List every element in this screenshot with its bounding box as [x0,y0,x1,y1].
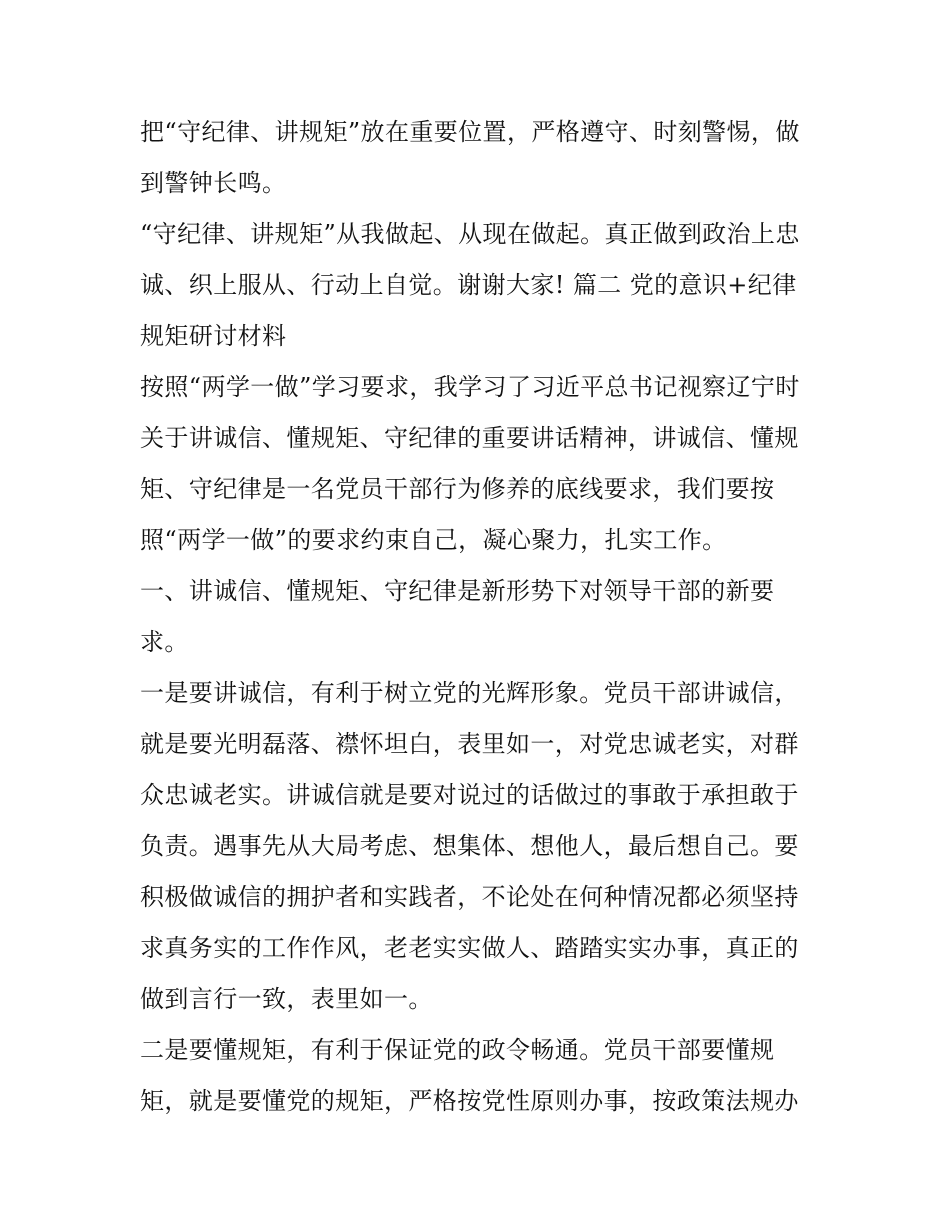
paragraph-3: 按照“两学一做”学习要求，我学习了习近平总书记视察辽宁时关于讲诚信、懂规矩、守纪律的重要讲话精神，讲诚信、懂规矩、守纪律是一名党员干部行为修养的底线要求，我们要按照“两学一做”的要求约束自己，凝心聚力，扎实工作。 [140,373,800,554]
document-body [140,107,820,1127]
paragraph-1: 把“守纪律、讲规矩”放在重要位置，严格遵守、时刻警惕，做到警钟长鸣。 [140,118,800,197]
paragraph-4: 一是要讲诚信，有利于树立党的光辉形象。党员干部讲诚信，就是要光明磊落、襟怀坦白，表里如一，对党忠诚老实，对群众忠诚老实。讲诚信就是要对说过的话做过的事敢于承担敢于负责。遇事先从大局考虑、想集体、想他人，最后想自己。要积极做诚信的拥护者和实践者，不论处在何种情况都必须坚持求真务实的工作作风，老老实实做人、踏踏实实办事，真正的做到言行一致，表里如一。 [140,679,799,1013]
paragraph-2: “守纪律、讲规矩”从我做起、从现在做起。真正做到政治上忠诚、织上服从、行动上自觉。谢谢大家! 篇二 党的意识+纪律规矩研讨材料 [140,220,800,350]
section-heading-1: 一、讲诚信、懂规矩、守纪律是新形势下对领导干部的新要求。 [140,577,775,656]
paragraph-5: 二是要懂规矩，有利于保证党的政令畅通。党员干部要懂规矩，就是要懂党的规矩，严格按党性原则办事，按政策法规办 [140,1036,799,1115]
